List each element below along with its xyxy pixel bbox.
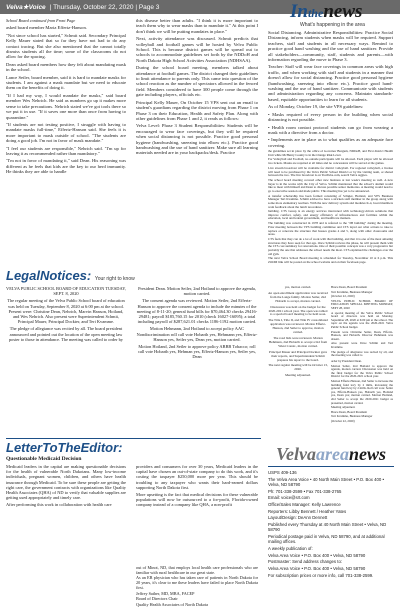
paragraph: asked board member Maria Effertz-Hanson. <box>6 25 87 31</box>
paragraph: Email: voice@srt.com <box>268 495 310 501</box>
legal-paragraphs <box>6 286 126 342</box>
paragraph: VELVA PUBLIC SCHOOL BOARD OF EDUCATION TUESDAY, SEPT. 8, 2020 <box>6 286 126 297</box>
paragraph: Meeting adjourned. <box>285 373 311 378</box>
paragraph: An open enrollment application was received from the Lange family. Motion Seiler, 2nd Hobarth to accept, motion carried. <box>268 290 328 303</box>
paragraph: Dean asked board members how they felt about mandating mask in the school. <box>6 61 126 73</box>
legal-paragraphs <box>136 286 258 360</box>
paragraph: "I'm not in favor of mandating it," said Dean. His reasoning was different as he feels that kids are the key to our herd immunity. He thinks they are able to handle <box>6 158 126 175</box>
paragraph: For subscription prices or more info, call 701-338-2599. <box>268 572 374 578</box>
paragraph: Teri Kvamme, Business Manager <box>331 414 373 419</box>
paragraph: As of Monday, October 19, the site VPS guidelines: <box>268 104 364 110</box>
section-tagline: What's happening in the area <box>300 22 365 28</box>
paragraph: Live stream broadcast will be available for district volleyball. For regional volleyball, a license will need to be purchased by the Velva Public School District or by the visiting team, or shared between the two. The live broadcast is on YouTube.com, search Velva Aggies. <box>268 165 393 178</box>
paragraph: out of Minot, ND, that employs local health care professionals who are familiar with rural healthcare in our great state. <box>136 566 258 575</box>
paragraph: The school board meeting covered other new business at last week's meeting as well. A new buyer is in the works with the City of Velva. Schmit mentioned that the school's alumni would like to meet with himself and Dean to discuss possible senior memories. A meeting would need to go to executive session and made public. This meeting has yet to be announced. <box>268 177 393 194</box>
paragraph: The road bids were reviewed. Motion Hehmann, 2nd Hobarth to accept a bid from Wiest Constr., motion carried. <box>268 335 328 348</box>
paragraph: • Implements are in place as to what qualifies as an adequate face covering. <box>268 137 393 148</box>
paragraph: Teacher: Staff will wear face coverings in common areas with high traffic, and when working with staff and students in a manner that doesn't allow for social distancing. Practice good personal hygiene (handwashing, sneezing into elbow etc.). Practice good hand-washing and the use of hand sanitizer. Communicate with students and administration regarding any concerns. Maintain standards-based, equitable opportunities to learn for all students. <box>268 64 393 102</box>
paragraph: (October 22, 2020) <box>331 418 355 423</box>
paragraph: (October 22, 2020) <box>331 294 355 299</box>
paragraph: Bruce Dean, Board President <box>331 286 368 289</box>
legal-subheading: Your right to know <box>94 276 135 282</box>
continued-text-box <box>331 286 393 358</box>
letter-to-editor-heading: LetterToTheEditor: <box>6 438 261 455</box>
paragraph: Postmaster: Send address changes to: <box>268 559 343 565</box>
paragraph: A special meeting of the Velva Public School board of directors was held on Monday, September 28, 2020 at 6:00 pm at the school. The topic on the agenda was the 2020-2021 Velva Public School budget. <box>331 310 393 329</box>
paragraph: During the school board meeting, members talked about attendance at football games. The district changed their guidelines to limit attendance to parents only. This came into question of the school reaction as the number of spectators allowed in the fenced field. Members considered to have 300 people come through the gate including players, officials etc. <box>136 65 258 98</box>
letter-title: Questionable Medicaid Decision <box>6 456 82 462</box>
brand-name: Velva★Voice <box>6 4 46 11</box>
paragraph: Board of Directors Chair <box>136 596 178 602</box>
article-paragraphs <box>268 30 393 148</box>
paragraph: Motion Hoiland, 2nd Seiler to approve policy ABBB Tobacco; roll call vote Hobarth yes, Hehman yes, Effertz-Hanson yes, Seiler yes, Dean <box>137 344 257 360</box>
in-the-news-logo-part: In <box>290 1 308 22</box>
paragraph: "If students are not testing positive, I struggle with having to mandate masks full-time," Effertz-Hanson said. She feels it is more important to mask outside of school. "The students are doing a good job. I'm not in favor of mask mandate." <box>6 121 126 144</box>
paragraph: Jeffrey Sather, MD, MBA, FACEP <box>136 590 195 596</box>
paragraph: The next regular meeting will be October 13, 2020. <box>268 363 328 372</box>
paragraph: The Title I, Title II, and Title IV consolidated application was reviewed. Motion Effertz-Hanson, 2nd Seiler to approve, motion carried. <box>268 318 328 335</box>
paragraph: President Dean. Motion Seiler, 2nd Hoiland to approve the agenda, motion carried. <box>138 286 256 297</box>
logo-part: news <box>348 444 386 464</box>
velva-area-news-logo <box>268 444 394 465</box>
paragraph: As an ER physician who has taken care of patients in North Dakota for 20 years, it's clear to me these leaders have failed to place North Dakota first. <box>136 575 258 590</box>
article-column-2 <box>136 18 258 264</box>
paragraph: Discussion was held on the budget for the 2020-2021 school year. The open was tabled to a special board meeting to be held soon. <box>268 304 328 317</box>
paragraph: Social Distancing. Administrative Responsibilities: Practice Social Distancing, inform students when masks will be required. Support teachers, staff and students in all necessary ways. Remind to practice good hand washing and the use of hand sanitizer. Provide all stakeholders—community, staff, students and parents—with information regarding the move to Phase 3. <box>268 30 393 63</box>
continued-text-box <box>136 566 258 610</box>
paragraph: this disease better than adults. "I think it is more important to teach them why to wear masks than to mandate it." At this point I don't think we will be putting mandates in place." <box>136 18 258 34</box>
paragraph: USPS 409-136 <box>268 470 297 475</box>
paragraph: Motion Hehmann, 2nd Hoiland to accept policy AAC Nondiscrimination roll call vote Hobarth yes, Hehmann yes, Effertz-Hanson yes, Seiler yes, Dean yes, motion carried. <box>136 326 258 342</box>
in-the-news-logo <box>290 1 362 23</box>
paragraph: Reporters: Libby Bennett / Heather Yates <box>268 508 347 514</box>
paragraph: Velva Area Voice • P.O. Box 400 • Velva, ND 58790 <box>268 552 366 558</box>
letter-paragraphs <box>6 464 126 508</box>
paragraph: • Health room contact protocol students can go from wearing a mask with a directive from a doctor. <box>268 124 393 135</box>
paragraph: "Not since school has started," Schmit said. Secondary Principal Kelly Mauer stated that so far they have not had to do any contact tracing. But she also mentioned that the cannot totally dismiss students all the time; some of the classrooms do not allow for the spacing. <box>6 32 126 60</box>
paragraph: Also present were Dave Schmit and Teri Kvamme. <box>331 341 393 349</box>
masthead-lines <box>268 470 394 578</box>
paragraph: The consent agenda was reviewed. Motion Seiler, 2nd Effertz-Hanson to approve the consent agenda to include the minutes of the meeting of 8-11-20; general fund bills for $70,464.30 checks 29416-29481; payroll $185,760.15 for 2010 (check 16027-16095); a total including payroll of $287,621.01 checks 1186-1192 motion carried. <box>136 298 258 325</box>
legal-paragraphs <box>268 286 328 378</box>
continued-text-box <box>268 210 393 266</box>
paragraph: VELVA PUBLIC SCHOOL BOARD OF EDUCATION SPECIAL MEETING MONDAY, SEPT 28, 2020 <box>331 298 393 310</box>
logo-part: area <box>315 444 349 464</box>
paragraph: building. CTS Group is an energy services intervened with technology-driven solutions that improve comfort, safety, and energy efficiency of infrastructures and facilities within the education, local and federal government, and healthcare markets. <box>268 210 393 221</box>
paragraph: More upsetting is the fact that medical decisions for these vulnerable populations will now be outsourced to a for-profit, Florida-owned company instead of a company like QHA, a non-profit <box>136 492 258 508</box>
logo-part: Velva <box>275 444 316 464</box>
paragraph: order by President Dean. <box>331 360 362 363</box>
continued-text-box <box>268 150 393 208</box>
paragraph: Velva Area Voice • P.O. Box 400 • Velva, ND 58790 <box>268 566 366 572</box>
legal-notice-column-1 <box>6 286 126 434</box>
paragraph: the guidelines set in place by the office of Governor Burgum, NDDoH, and First district Health Unit while McHenry County is in the Orange Risk Level. <box>268 150 393 157</box>
paragraph: Lance Seiler, board member, said it is hard to mandate masks for students. I am against a mask mandate but we need to educate them on the benefits of doing it. <box>6 74 126 91</box>
in-the-news-logo-part: the <box>307 6 324 20</box>
paragraph: The Velva Area Voice • 40 North Main Street • P.O. Box 400 • Velva, ND 58790 <box>268 476 384 487</box>
paragraph: Medicaid leaders in the capital are making questionable decisions for the health of vulnerable North Dakotans. Many low-income individuals, pregnant women, children, and others have health insurance through Medicaid. To be sure these people are getting the right care, the government contracts with organizations like Quality Health Associates (QHA) of ND to verify that valuable supplies are getting used appropriately and timely care. <box>6 464 126 501</box>
paragraph: A weekly publication of: <box>268 545 313 551</box>
paragraph: "I feel our students are responsible," Nehrich said. "I'm up for leaving it as recommended rather than mandatory." <box>6 145 126 156</box>
paragraph: Meeting adjourned. <box>331 405 356 410</box>
letter-paragraphs <box>136 464 258 508</box>
paragraph: Principal Kelly Mauer, On October 15 VPS sent out an email to student's guardians regarding the district moving from Phase 1 on Phase 3 on their Education, Health and Safety Plan. Along with other guidelines from Phase 1 and 2, it reads as follows: <box>136 99 258 121</box>
paragraph: The building was constructed in 1978 and is referred to the "2B building" during the meeting. Prior meeting between the VPS building committee and CTS layed out what actions to take to replace or renovate the structure that houses grades 4 and 5, along with other classrooms and areas. <box>268 221 393 237</box>
paragraph: Velva Level: Phase 3 Student Responsibilities: Students will be encouraged to wear face coverings, but they will be required when social distancing is not possible. Practice good personal hygiene (handwashing, sneezing into elbow etc.). Practice good handwashing and the use of hand sanitizer. Make sure all learning materials needed are in your backpacks/desk. Practice <box>136 123 258 156</box>
paragraph: Motion Effertz-Hanson, 2nd Seiler to increase the building fund levy by 2 mills, increasing the general fund levy by 2 mills. Roll call vote: Seiler yes, Effertz-Hanson yes, Hobarth yes, Hoiland yes, Dean yes; motion carried. Motion Hoiland, 2nd Seiler to accept the 2020-2021 budget as presented, motion carried. <box>331 378 393 405</box>
legal-heading-text: LegalNotices: <box>6 268 92 283</box>
article-column-1 <box>6 18 126 264</box>
paragraph: The pledge of allegiance was recited by all, and the meeting was called to <box>331 349 393 358</box>
masthead-rule <box>268 466 394 467</box>
paragraph: Principal Mauer and Principal Dockter gave their reports, and Superintendent Schmit prepares his report to the board. <box>268 349 328 362</box>
paragraph: Bruce Dean, Board President <box>331 409 368 414</box>
letter-column-2 <box>136 464 258 564</box>
paragraph: Ph: 701-338-2599 • Fax 701-338-2765 <box>268 488 342 494</box>
legal-notice-column-2 <box>136 286 258 434</box>
paragraph: Periodical postage paid in Velva, ND 58790, and at additional mailing offices. <box>268 534 385 545</box>
letter-column-1 <box>6 464 126 610</box>
paragraph: CTS feels that they can do a lot of work with that building, and that it is one of the most amazing structures they have seen for that age. Once Schmit reviews the phase, he will present them with the CTS cost summary for renovations. One of their possible concepts was a very progressive but probably the one that addresses the school needs the most. CTS explained the challenges over the old gym. <box>268 236 393 256</box>
paragraph: Motion Seiler, 2nd Hoiland to approve the agenda, motion carried. Discussion was held on the final budget for the Velva Public School District for the 2020-2021 school year. <box>331 363 393 379</box>
dateline: | Thursday, October 22, 2020 | Page 3 <box>49 3 160 11</box>
paragraph: providers and consumers for over 30 years, Medicaid leaders in the capital have chosen an out-of-state company to do this work, and it's costing the taxpayer $250,000 more per year. This should be troubling to any taxpayer who wants their hard-earned dollars supporting North Dakota first. <box>136 464 258 490</box>
paragraph: For Volleyball and Football, no outside participants will be allowed. Each player will be allowed two tickets. Masks are required at all times and no concessions will be served at the games. <box>268 157 393 166</box>
paragraph: A transfer scholarship has been formed consisting of Schuler, Hoiland, and VPS Business Manager Teri Kvamme. Schmit advised to have a stricken staff member in the group along with some more elementary teachers. With the new delivery system and modules K-4, board members want feedback about the lunch procedures. <box>268 193 393 208</box>
paragraph: After performing this work in collaboration with health care <box>6 502 112 508</box>
paragraph: Published every Thursday at 40 North Main Street • Velva, ND 58790 <box>268 522 387 533</box>
paragraph: The next Velva School Board meeting is scheduled for Tuesday, November 10 at 6 p.m. This ZOOM link will be posted on the school website and on their facebook page. <box>268 256 393 265</box>
legal-notice-column-3 <box>268 286 328 434</box>
paragraph: "If I had my way, I would mandate the masks," said board member Wes Nehrich. He said as numbers go up it makes more sense to take precautions. Nehrich stated we've got tools there so we put it in use. "If it saves one more than once from having to quarantine." <box>6 92 126 120</box>
masthead-info <box>268 470 394 610</box>
in-the-news-logo-part: news <box>323 1 363 22</box>
article-column-3 <box>268 30 393 148</box>
article-paragraphs <box>136 18 258 156</box>
paragraph: yes, motion carried. <box>284 286 312 289</box>
continued-text-box <box>331 360 393 434</box>
paragraph: Teri Kvamme, Business Manager <box>331 289 373 294</box>
paragraph: Quality Health Associates of North Dakota <box>136 601 208 607</box>
paragraph: Layout/Design: DeAnn Dennett <box>268 515 328 521</box>
paragraph: • Masks required of every person in the building when social distancing is not possible. <box>268 111 393 123</box>
paragraph: Office/Sales Manager: Kelly Lawrence <box>268 502 341 508</box>
continuation-caption: School Board continued from Front Page <box>6 18 76 23</box>
paragraph: Next, activity attendance was discussed. Schmit predicts that volleyball and football games will be hosted by Velva Public School. This is because district games will be spread out to schools to accommodate guidelines set forth by the NDDoH and North Dakota High School Activities Association (NDHSAA). <box>136 36 258 63</box>
paragraph: The pledge of allegiance was recited by all. The board president announced and pointed out the location of the open meeting law poster to those in attendance. The meeting was called to order by <box>8 326 124 342</box>
article-paragraphs <box>6 25 126 174</box>
paragraph: The regular meeting of the Velva Public School board of education was held on Tuesday, September 8, 2020 at 6:00 pm at the school. Present were: Christine Dean, Nehrich, Marvin Hanson, Hoiland, and Wes Nehrich. Also present were Superintendent Schmit, Principal Mauer, Principal Dockter, and Teri Kvamme. <box>7 298 125 325</box>
paragraph: Present were Christine Seiler, Dean, Effertz-Hanson, and Hobarth. Director Hehmann was absent. <box>331 329 393 341</box>
legal-notices-heading <box>6 268 135 283</box>
